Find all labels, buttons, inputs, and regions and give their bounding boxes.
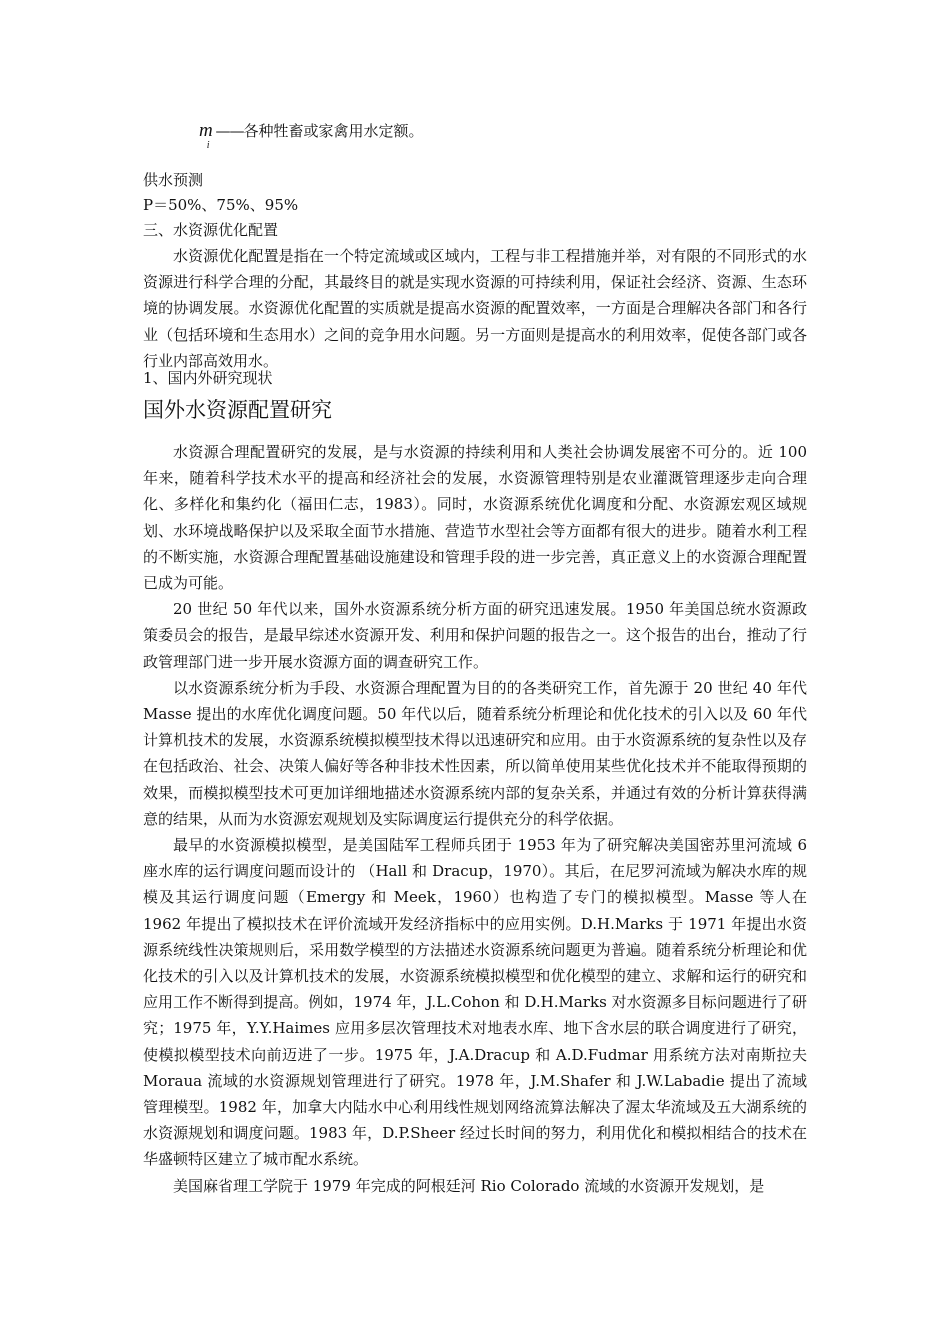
intro-block <box>143 243 807 374</box>
paragraph-5: 美国麻省理工学院于 1979 年完成的阿根廷河 Rio Colorado 流域的水资源开发规划，是 <box>173 1176 765 1195</box>
formula-definition <box>199 120 424 151</box>
paragraph-3: 以水资源系统分析为手段、水资源合理配置为目的的各类研究工作，首先源于 20 世纪 40 年代 Masse 提出的水库优化调度问题。50 年代以后，随着系统分析理论和优化技术的引入以及 60 年代计算机技术的发展，水资源系统模拟模型技术得以迅速研究和应用。由于水资源系统的复杂性以及存在包括政治、社会、决策人偏好等各种非技术性因素，所以简单使用某些优化技术并不能取得预期的效果，而模拟模型技术可更加详细地描述水资源系统内部的复杂关系，并通过有效的分析计算获得满意的结果，从而为水资源宏观规划及实际调度运行提供充分的科学依据。 <box>143 678 807 828</box>
section-three-title: 三、水资源优化配置 <box>143 221 279 239</box>
intro-paragraph: 水资源优化配置是指在一个特定流域或区域内，工程与非工程措施并举，对有限的不同形式的水资源进行科学合理的分配，其最终目的就是实现水资源的可持续利用，保证社会经济、资源、生态环境的协调发展。水资源优化配置的实质就是提高水资源的配置效率，一方面是合理解决各部门和各行业（包括环境和生态用水）之间的竞争用水问题。另一方面则是提高水的利用效率，促使各部门或各行业内部高效用水。 <box>143 247 807 370</box>
supply-forecast-label: 供水预测 <box>143 171 204 189</box>
section-heading: 国外水资源配置研究 <box>143 398 332 422</box>
body-text <box>143 439 807 1199</box>
probability-line: P＝50%、75%、95% <box>143 196 299 214</box>
formula-text: 各种牲畜或家禽用水定额。 <box>243 122 424 140</box>
formula-subscript: i <box>206 140 210 151</box>
paragraph-1: 水资源合理配置研究的发展，是与水资源的持续利用和人类社会协调发展密不可分的。近 100 年来，随着科学技术水平的提高和经济社会的发展，水资源管理特别是农业灌溉管理逐步走向合理化、多样化和集约化（福田仁志，1983）。同时，水资源系统优化调度和分配、水资源宏观区域规划、水环境战略保护以及采取全面节水措施、营造节水型社会等方面都有很大的进步。随着水利工程的不断实施，水资源合理配置基础设施建设和管理手段的进一步完善，真正意义上的水资源合理配置已成为可能。 <box>143 443 807 593</box>
formula-variable: m <box>199 120 213 141</box>
formula-dash: —— <box>215 122 244 140</box>
paragraph-4: 最早的水资源模拟模型，是美国陆军工程师兵团于 1953 年为了研究解决美国密苏里河流域 6 座水库的运行调度问题而设计的 （Hall 和 Dracup，1970）。其后，在尼罗河流域为解决水库的规模及其运行调度问题（Emergy 和 Meek，1960）也构造了专门的模拟模型。Masse 等人在 1962 年提出了模拟技术在评价流域开发经济指标中的应用实例。D.H.Marks 于 1971 年提出水资源系统线性决策规则后，采用数学模型的方法描述水资源系统问题更为普遍。随着系统分析理论和优化技术的引入以及计算机技术的发展，水资源系统模拟模型和优化模型的建立、求解和运行的研究和应用工作不断得到提高。例如，1974 年，J.L.Cohon 和 D.H.Marks 对水资源多目标问题进行了研究；1975 年，Y.Y.Haimes 应用多层次管理技术对地表水库、地下含水层的联合调度进行了研究，使模拟模型技术向前迈进了一步。1975 年，J.A.Dracup 和 A.D.Fudmar 用系统方法对南斯拉夫 Moraua 流域的水资源规划管理进行了研究。1978 年，J.M.Shafer 和 J.W.Labadie 提出了流域管理模型。1982 年，加拿大内陆水中心利用线性规划网络流算法解决了渥太华流域及五大湖系统的水资源规划和调度问题。1983 年，D.P.Sheer 经过长时间的努力，利用优化和模拟相结合的技术在华盛顿特区建立了城市配水系统。 <box>143 836 807 1169</box>
paragraph-2: 20 世纪 50 年代以来，国外水资源系统分析方面的研究迅速发展。1950 年美国总统水资源政策委员会的报告，是最早综述水资源开发、利用和保护问题的报告之一。这个报告的出台，推动了行政管理部门进一步开展水资源方面的调查研究工作。 <box>143 600 807 671</box>
subsection-title: 1、国内外研究现状 <box>143 369 273 387</box>
